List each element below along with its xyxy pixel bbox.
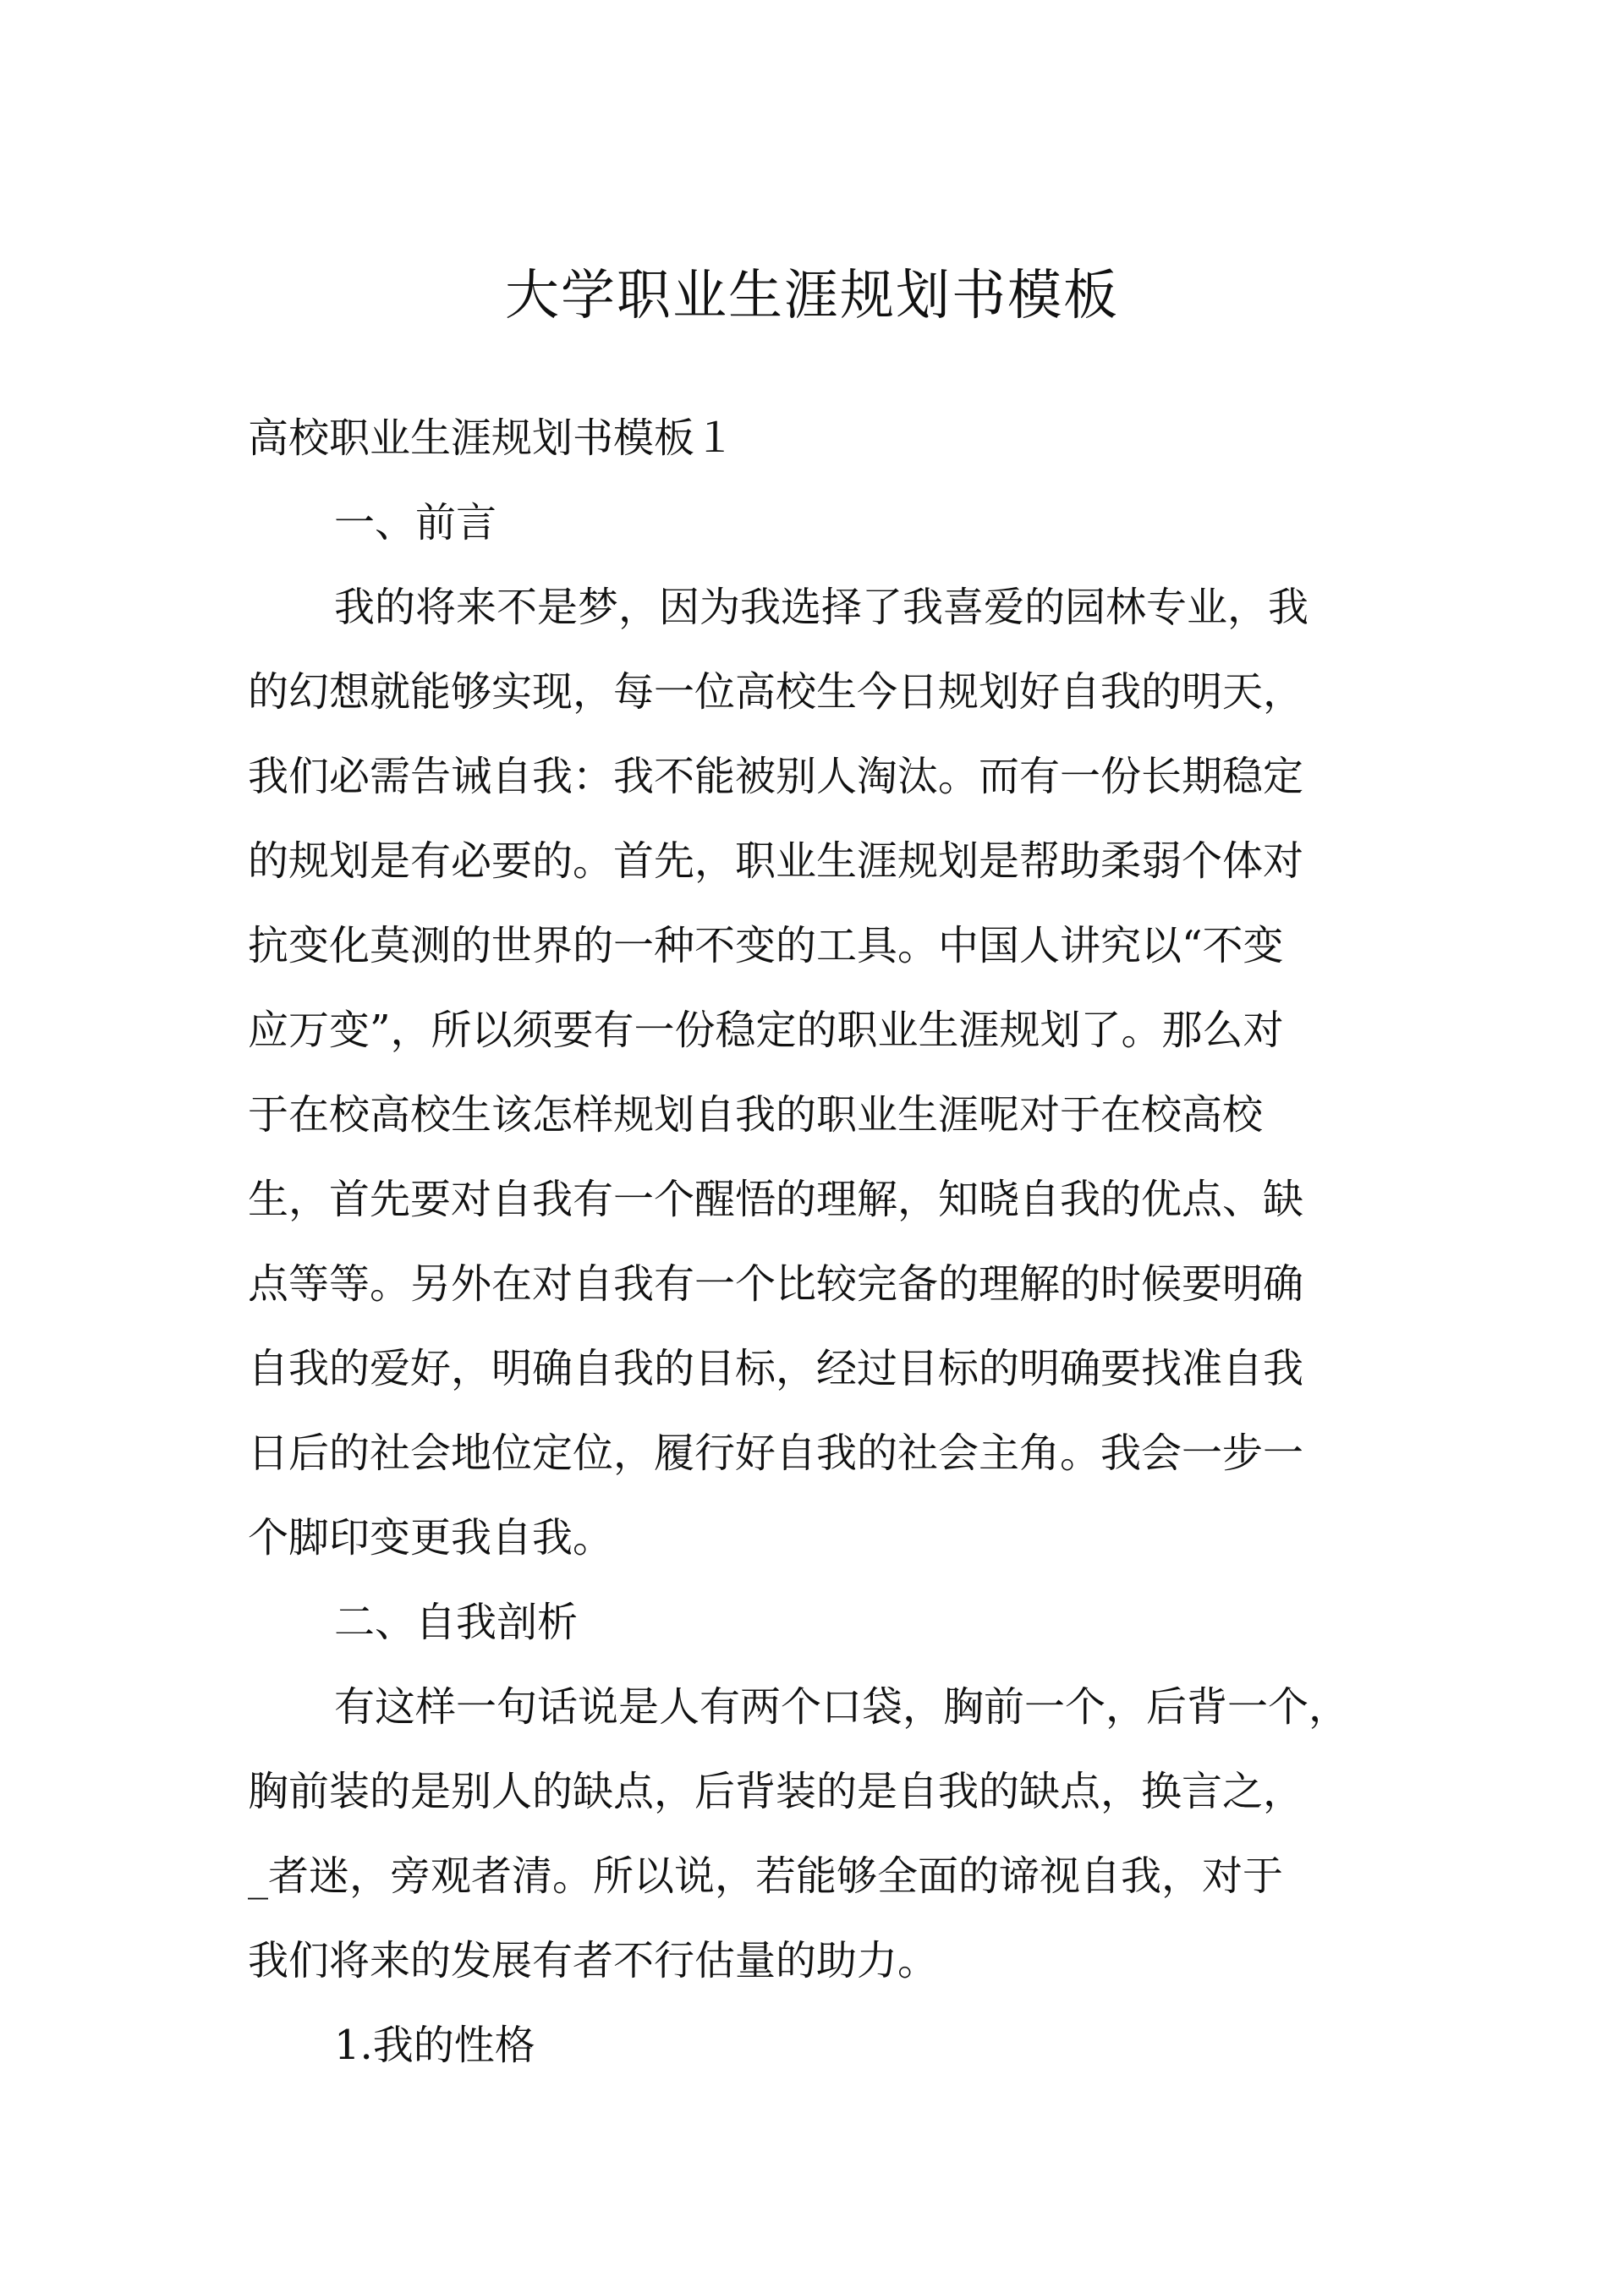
paragraph-line: 抗变化莫测的世界的一种不变的工具。中国人讲究以“不变 [248, 922, 1284, 969]
document-title: 大学职业生涯规划书模板 [505, 265, 1119, 327]
paragraph-line: 于在校高校生该怎样规划自我的职业生涯呢对于在校高校 [248, 1091, 1264, 1139]
paragraph-line: 自我的爱好，明确自我的目标，经过目标的明确要找准自我 [248, 1345, 1304, 1392]
paragraph-line: 日后的社会地位定位，履行好自我的社会主角。我会一步一 [248, 1430, 1304, 1477]
paragraph-line: 个脚印变更我自我。 [248, 1514, 614, 1561]
paragraph-line: 生，首先要对自我有一个醒悟的理解，知晓自我的优点、缺 [248, 1176, 1304, 1223]
paragraph-line: 点等等。另外在对自我有一个比较完备的理解的时候要明确 [248, 1260, 1304, 1308]
paragraph-line: _者迷，旁观者清。所以说，若能够全面的谛视自我，对于 [248, 1852, 1284, 1900]
paragraph-line: 有这样一句话说是人有两个口袋，胸前一个，后背一个， [334, 1683, 1350, 1731]
subsection-heading-personality: 1.我的性格 [334, 2022, 535, 2069]
paragraph-line: 我们必需告诫自我：我不能被别人淘汰。而有一份长期稳定 [248, 753, 1304, 800]
paragraph-line: 我们将来的发展有者不行估量的助力。 [248, 1937, 939, 1984]
paragraph-line: 应万变”，所以须要有一份稳定的职业生涯规划了。那么对 [248, 1007, 1284, 1054]
paragraph-line: 的规划是有必要的。首先，职业生涯规划是帮助柔弱个体对 [248, 837, 1304, 885]
paragraph-line: 的幻想就能够实现，每一位高校生今日规划好自我的明天， [248, 668, 1304, 716]
section-heading-self-analysis: 二、自我剖析 [334, 1599, 579, 1646]
section-heading-preface: 一、前言 [334, 499, 497, 546]
document-subtitle: 高校职业生涯规划书模板１ [248, 414, 736, 462]
paragraph-line: 胸前装的是别人的缺点，后背装的是自我的缺点，换言之， [248, 1768, 1304, 1815]
paragraph-line: 我的将来不是梦，因为我选择了我喜爱的园林专业，我 [334, 584, 1309, 631]
